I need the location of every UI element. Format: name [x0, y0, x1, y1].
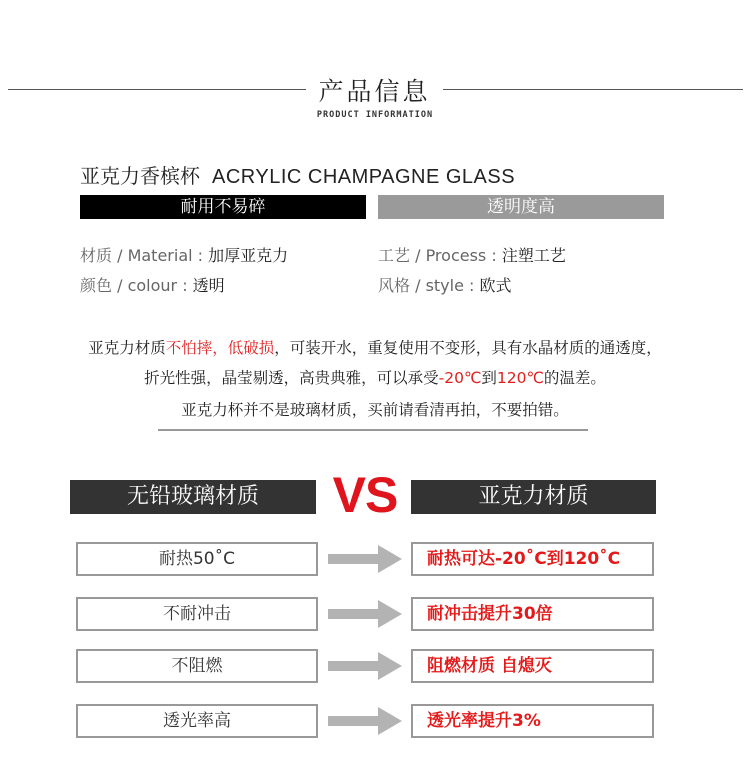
description-text: 折光性强，晶莹剔透，高贵典雅，可以承受	[144, 369, 439, 387]
description-highlight: -20℃	[438, 369, 482, 387]
section-title: 产品信息	[318, 77, 431, 106]
description-text: 的温差。	[543, 369, 606, 387]
header-divider-left	[8, 89, 306, 90]
spec-material: 材质 / Material : 加厚亚克力	[80, 246, 289, 265]
description-text: 到	[481, 369, 497, 387]
compare-row-left: 不耐冲击	[76, 597, 318, 631]
compare-row-right: 耐冲击提升30倍	[411, 597, 654, 631]
description-highlight: 120℃	[496, 369, 544, 387]
spec-process-value: 注塑工艺	[501, 246, 566, 265]
spec-material-label: 材质 / Material	[80, 246, 193, 265]
description-line-3: 亚克力杯并不是玻璃材质，买前请看清再拍，不要拍错。	[181, 401, 569, 419]
compare-row-left: 耐热50˚C	[76, 542, 318, 576]
arrow-right-icon	[328, 542, 402, 576]
description-line-2	[40, 366, 710, 388]
compare-row-right: 耐热可达-20˚C到120˚C	[411, 542, 654, 576]
description-divider	[158, 429, 588, 431]
product-title	[80, 160, 515, 189]
description-text: ，可装开水，重复使用不变形，具有水晶材质的通透度，	[274, 339, 662, 357]
compare-right-title: 亚克力材质	[411, 480, 656, 514]
spec-style-label: 风格 / style	[378, 276, 464, 295]
spec-material-value: 加厚亚克力	[208, 246, 289, 265]
compare-left-title: 无铅玻璃材质	[70, 480, 316, 514]
spec-colour-value: 透明	[192, 276, 225, 295]
spec-style: 风格 / style : 欧式	[378, 276, 512, 295]
spec-colour: 颜色 / colour : 透明	[80, 276, 225, 295]
description-line-1	[40, 336, 710, 358]
description-highlight: 不怕摔，低破损	[165, 339, 275, 357]
spec-colour-label: 颜色 / colour	[80, 276, 178, 295]
compare-row-left: 不阻燃	[76, 649, 318, 683]
arrow-right-icon	[328, 597, 402, 631]
header-divider-right	[443, 89, 743, 90]
feature-transparency-bar: 透明度高	[378, 195, 664, 219]
product-name-cn: 亚克力香槟杯	[80, 164, 200, 188]
description-text: 亚克力材质	[88, 339, 166, 357]
compare-row-left: 透光率高	[76, 704, 318, 738]
product-name-en: ACRYLIC CHAMPAGNE GLASS	[212, 166, 516, 188]
spec-style-value: 欧式	[479, 276, 512, 295]
compare-row-right: 透光率提升3%	[411, 704, 654, 738]
arrow-right-icon	[328, 704, 402, 738]
compare-row-right: 阻燃材质 自熄灭	[411, 649, 654, 683]
vs-label: VS	[332, 467, 398, 523]
spec-process-label: 工艺 / Process	[378, 246, 487, 265]
arrow-right-icon	[328, 649, 402, 683]
feature-durable-bar: 耐用不易碎	[80, 195, 366, 219]
spec-process: 工艺 / Process : 注塑工艺	[378, 246, 566, 265]
section-subtitle: PRODUCT INFORMATION	[316, 110, 434, 120]
